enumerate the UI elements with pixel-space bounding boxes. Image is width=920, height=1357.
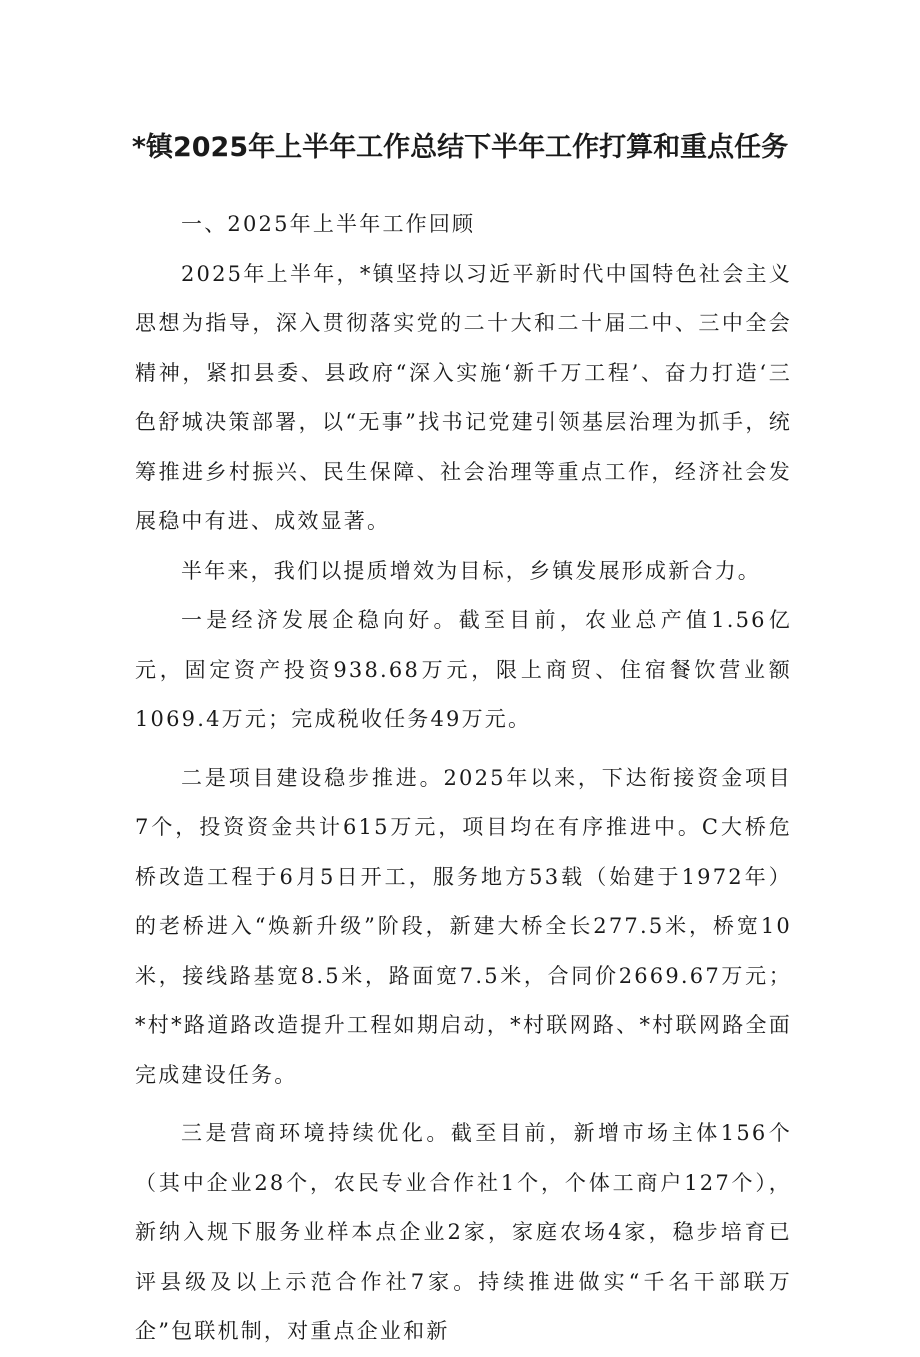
document-title: *镇2025年上半年工作总结下半年工作打算和重点任务 bbox=[131, 132, 789, 163]
paragraph-economy: 一是经济发展企稳向好。截至目前，农业总产值1.56亿元，固定资产投资938.68万元，限上商贸、住宿餐饮营业额1069.4万元；完成税收任务49万元。 bbox=[135, 608, 792, 731]
document-body bbox=[135, 200, 792, 1357]
section-heading: 一、2025年上半年工作回顾 bbox=[181, 212, 476, 236]
paragraph-projects: 二是项目建设稳步推进。2025年以来，下达衔接资金项目7个，投资资金共计615万元，项目均在有序推进中。C大桥危桥改造工程于6月5日开工，服务地方53载（始建于1972年）的老桥进入“焕新升级”阶段，新建大桥全长277.5米，桥宽10米，接线路基宽8.5米，路面宽7.5米，合同价2669.67万元；*村*路道路改造提升工程如期启动，*村联网路、*村联网路全面完成建设任务。 bbox=[135, 765, 792, 1087]
paragraph-summary: 半年来，我们以提质增效为目标，乡镇发展形成新合力。 bbox=[181, 558, 761, 583]
paragraph-intro: 2025年上半年，*镇坚持以习近平新时代中国特色社会主义思想为指导，深入贯彻落实党的二十大和二十届二中、三中全会精神，紧扣县委、县政府“深入实施‘新千万工程’、奋力打造‘三色舒城决策部署，以“无事”找书记党建引领基层治理为抓手，统筹推进乡村振兴、民生保障、社会治理等重点工作，经济社会发展稳中有进、成效显著。 bbox=[135, 261, 792, 533]
paragraph-business: 三是营商环境持续优化。截至目前，新增市场主体156个（其中企业28个，农民专业合作社1个，个体工商户127个），新纳入规下服务业样本点企业2家，家庭农场4家，稳步培育已评县级及以上示范合作社7家。持续推进做实“千名干部联万企”包联机制，对重点企业和新 bbox=[135, 1121, 792, 1343]
